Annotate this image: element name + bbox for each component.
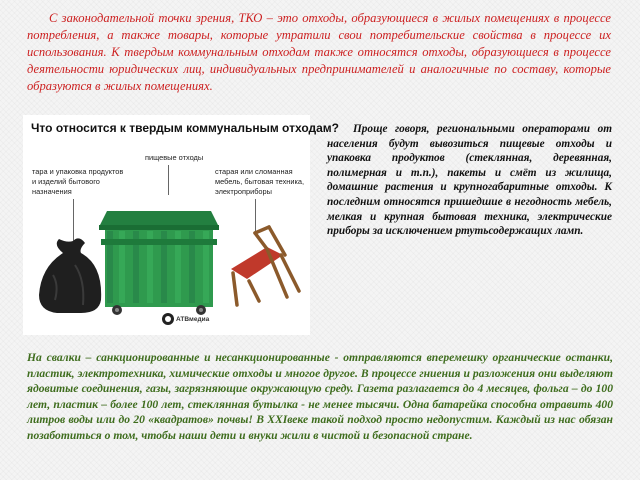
broken-chair-icon [231,227,299,305]
waste-infographic [23,115,340,335]
landfill-paragraph: На свалки – санкционированные и несанкционированные - отправляются вперемешку органические останки, пластик, электротехника, химические отходы и многое другое. В процессе гниения и разложения они выделяют ядовитые соединения, газы, загрязняющие окружающую среду. Газета разлагается до 4 месяцев, фольга – до 100 лет, пластик – более 100 лет, стеклянная бутылка - не менее тысячи. Одна батарейка способна отравить 400 литров воды или до 20 «квадратов» почвы! В XXIвеке такой подход просто недопустим. Каждый из нас обязан позаботиться о том, чтобы наши дети и внуки жили в чистой и безопасной стране. [27,351,613,442]
garbage-bag-icon [39,238,101,313]
intro-paragraph: С законодательной точки зрения, ТКО – это отходы, образующиеся в жилых помещениях в процессе потребления, а также товары, которые утратили свои потребительские свойства в процессе их использования. К твердым коммунальным отходам также относятся отходы, образующиеся в процессе деятельности юридических лиц, индивидуальных предпринимателей и аналогичные по составу, которые образуются в жилых помещениях. [27,11,611,93]
label-old-furniture: старая или сломанная мебель, бытовая техника, электроприборы [215,167,305,196]
dumpster-icon [99,211,219,315]
infographic-title: Что относится к твердым коммунальным отходам? [31,121,340,135]
logo-text: АТВмедиа [176,315,210,323]
details-paragraph: Проще говоря, региональными операторами от населения будут вывозиться пищевые отходы и упаковка продуктов (стеклянная, деревянная, полимерная и т.п.), пакеты и смёт из жилища, домашние растения и крупногабаритные отходы. К последним относятся пришедшие в негодность мебель, мелкая и крупная бытовая техника, электрические приборы за исключением ртутьсодержащих ламп. [327,123,612,238]
atv-media-logo [162,313,209,325]
logo-mark-icon [162,313,174,325]
label-packaging: тара и упаковка продуктов и изделий бытового назначения [32,167,124,196]
dumpster-illustration [23,115,340,335]
label-food-waste: пищевые отходы [145,153,204,162]
